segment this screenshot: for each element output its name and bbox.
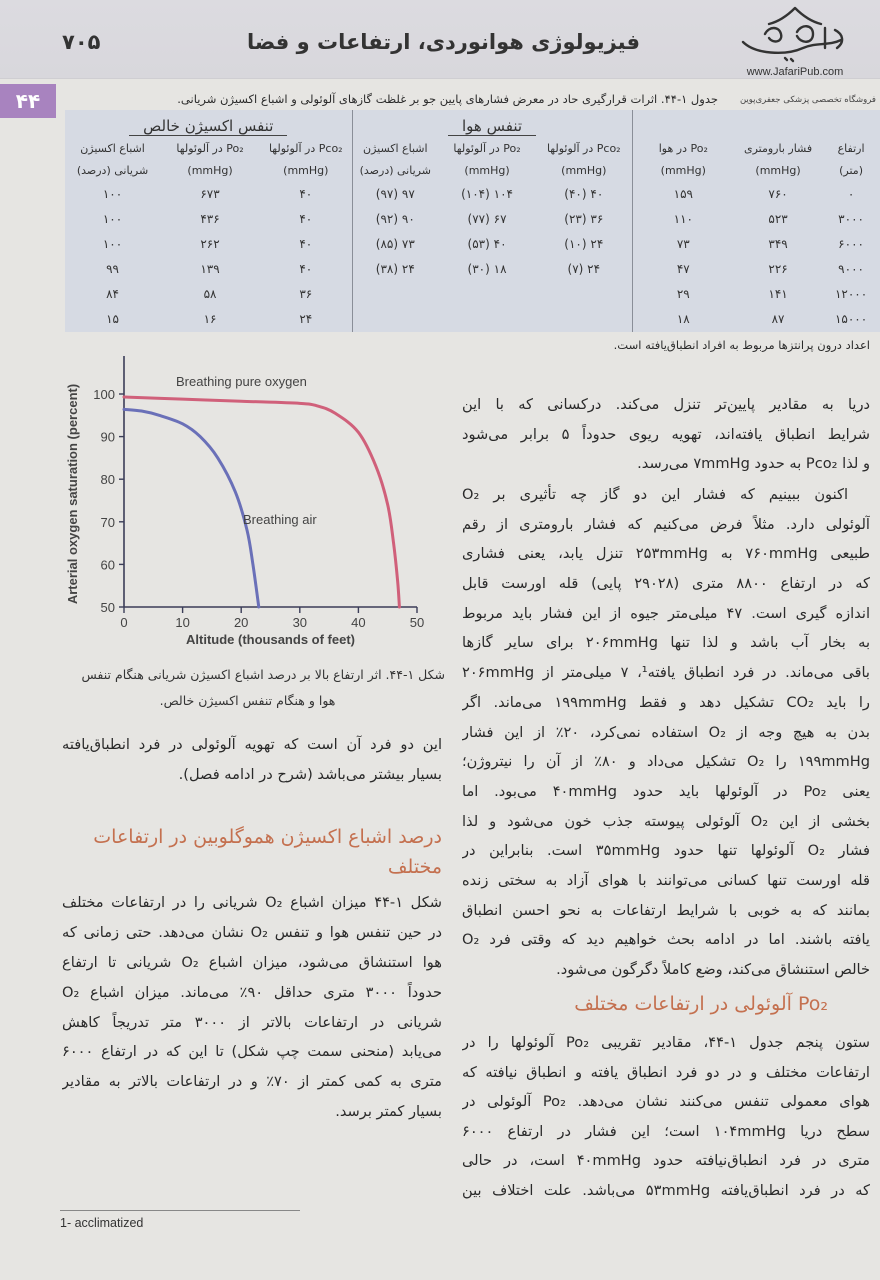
table-cell: ۳۶ (۲۳) [564, 212, 604, 226]
text-line: بدن به هیچ وجه از O₂ استفاده نمی‌کرد، ۲۰٪ از این فشار [462, 723, 870, 741]
text-line: هوا استنشاق می‌شود، میزان اشباع O₂ شریانی تا ارتفاع [62, 953, 442, 971]
text-line: و لذا Pco₂ به حدود ۷mmHg می‌رسد. [637, 455, 870, 473]
calligraphy-logo-icon [725, 4, 865, 66]
y-axis-label: Arterial oxygen saturation (percent) [65, 383, 80, 605]
series-line-air [124, 409, 259, 607]
x-tick-label: 0 [120, 615, 128, 630]
text-line: اندازه گیری است. ۴۷ میلی‌متر جیوه از این فشار باید مربوط [462, 604, 870, 622]
table-note: اعداد درون پرانتزها مربوط به افراد انطباق‌یافته است. [613, 338, 870, 352]
table-cell: ۵۸ [203, 287, 217, 301]
right-paragraph-1 [462, 390, 870, 479]
group-header-row [65, 110, 880, 138]
column-unit: (mmHg) [283, 164, 329, 177]
table-cell: ۱۱۰ [632, 207, 734, 232]
column-header: Po₂ در آلوئولها [453, 142, 521, 155]
table-cell: ۲۴ [299, 312, 313, 326]
y-tick-label: 50 [100, 600, 115, 615]
chapter-tab: ۴۴ [0, 84, 56, 118]
table-cell: ۷۳ (۸۵) [352, 232, 438, 257]
table-cell: ۱۵۹ [632, 182, 734, 207]
column-header: Pco₂ در آلوئولها [546, 142, 621, 155]
table-cell: ۴۰ [299, 187, 313, 201]
table-cell: ۴۷ [632, 257, 734, 282]
text-line: این دو فرد آن است که تهویه آلوئولی در فرد انطباق‌یافته [62, 736, 442, 753]
column-unit-row [65, 160, 880, 182]
group-air-label: تنفس هوا [448, 117, 536, 136]
publisher-logo [725, 4, 865, 66]
section-heading-alveolar-po2: Po₂ آلوئولی در ارتفاعات مختلف [574, 993, 828, 1015]
text-line: ۱۹۹mmHg را O₂ تشکیل می‌داد و ۸۰٪ از آن را نیتروژن؛ [462, 753, 870, 771]
text-line: اکنون ببینیم که فشار این دو گاز چه تأثیری بر O₂ [462, 486, 848, 503]
text-line: یعنی Po₂ در آلوئولها باید حدود ۴۰mmHg می‌بود. اما [462, 782, 870, 800]
section-heading-saturation [62, 822, 442, 882]
table-cell: ۴۰ (۴۰) [564, 187, 604, 201]
x-tick-label: 30 [292, 615, 308, 630]
column-unit: شریانی (درصد) [352, 160, 438, 182]
table-cell: ۱۰۰ [102, 187, 123, 201]
table-cell: ۴۰ [299, 212, 313, 226]
x-tick-label: 40 [351, 615, 366, 630]
text-line: هوای معمولی تنفس می‌کنند نشان می‌دهد. Po₂ آلوئولی در [462, 1093, 870, 1110]
x-tick-label: 20 [233, 615, 249, 630]
table-cell: ۴۳۶ [200, 212, 220, 226]
table-cell: ۹۰ (۹۲) [352, 207, 438, 232]
table-cell: ۱۵۰۰۰ [834, 312, 868, 326]
watermark-text: فروشگاه تخصصی پزشکی جعفری‌پوین [739, 95, 876, 105]
text-line: می‌یابد (منحنی سمت چپ شکل) تا این که در ارتفاع ۶۰۰۰ [62, 1043, 442, 1061]
table-cell: ۱۳۹ [200, 262, 220, 276]
table-cell: ۷۳ [632, 232, 734, 257]
table-row [65, 182, 880, 207]
series-line-pure-oxygen [124, 397, 399, 607]
series-label-pure-oxygen: Breathing pure oxygen [176, 374, 307, 389]
figure-caption-line: شکل ۱-۴۴. اثر ارتفاع بالا بر درصد اشباع اکسیژن شریانی هنگام تنفس [81, 667, 445, 682]
column-unit: (mmHg) [755, 164, 801, 177]
chapter-title: فیزیولوژی هوانوردی، ارتفاعات و فضا [246, 30, 640, 54]
text-line: سطح دریا ۱۰۴mmHg است؛ این فشار در ارتفاع ۶۰۰۰ [462, 1122, 870, 1140]
table-cell: ۹۷ (۹۷) [352, 182, 438, 207]
text-line: فشار O₂ آلوئولها تنها حدود ۳۵mmHg است. بنابراین در [462, 842, 870, 860]
text-line: را باید CO₂ تشکیل دهد و فقط ۱۹۹mmHg می‌ماند. اگر [462, 693, 870, 711]
y-tick-label: 60 [100, 557, 115, 573]
x-tick-label: 10 [175, 615, 190, 630]
table-cell: ۱۰۴ (۱۰۴) [461, 187, 513, 201]
text-line: قله اورست تنها کسانی می‌توانند با هوای آزاد به سختی زنده [462, 871, 870, 889]
data-table [65, 110, 880, 332]
table-cell [536, 307, 632, 332]
text-line: شکل ۱-۴۴ میزان اشباع O₂ شریانی را در ارتفاعات مختلف [62, 894, 442, 911]
table-cell: ۴۰ [299, 262, 313, 276]
column-unit: (متر) [839, 164, 863, 177]
column-header-row [65, 138, 880, 160]
group-pure-oxygen [65, 110, 352, 138]
table-cell: ۳۰۰۰ [838, 212, 864, 226]
table-cell: ۸۴ [106, 287, 119, 301]
text-line: یافته باشند. اما در ادامه بحث خواهیم دید که وقتی فرد O₂ [462, 931, 870, 949]
text-line: خالص استنشاق می‌کند، وضع کاملاً دگرگون می‌شود. [556, 961, 870, 978]
table-cell: ۲۴ (۳۸) [352, 257, 438, 282]
column-header: Po₂ در آلوئولها [176, 142, 244, 155]
table-cell [536, 282, 632, 307]
heading-line: درصد اشباع اکسیژن هموگلوبین در ارتفاعات [93, 826, 442, 848]
text-line: شریانی در ارتفاعات بالاتر از ۳۰۰۰ متر تدریجاً کاهش [62, 1013, 442, 1031]
group-oxygen-label: تنفس اکسیژن خالص [129, 117, 287, 136]
text-line: شرایط انطباق یافته‌اند، تهویه ریوی حدوداً ۵ برابر می‌شود [462, 425, 870, 443]
table-row [65, 232, 880, 257]
table-cell: ۰ [847, 187, 855, 201]
text-line: به بخار آب باشد و لذا تنها ۲۰۶mmHg برای سایر گازها [462, 634, 870, 652]
text-line: باقی می‌ماند. در فرد انطباق یافته¹، ۷ میلی‌متر از ۲۰۶mmHg [462, 664, 870, 682]
text-line: بخشی از این O₂ آلوئولی پیوسته جذب خون می‌شود و لذا [462, 812, 870, 830]
figure-caption-line: هوا و هنگام تنفس اکسیژن خالص. [159, 693, 336, 708]
column-unit: (mmHg) [464, 164, 510, 177]
table-cell: ۱۴۱ [768, 287, 788, 301]
table-cell: ۳۴۹ [768, 237, 788, 251]
footnote-divider [60, 1210, 300, 1211]
column-header: اشباع اکسیژن [80, 142, 145, 155]
table-cell: ۱۲۰۰۰ [834, 287, 868, 301]
table-cell: ۶۷ (۷۷) [467, 212, 507, 226]
column-unit: (mmHg) [187, 164, 233, 177]
text-line: طبیعی ۷۶۰mmHg به ۲۵۳mmHg تنزل یابد، یعنی فشاری [462, 545, 870, 563]
y-tick-label: 100 [93, 387, 115, 402]
table-cell: ۲۶۲ [200, 237, 220, 251]
text-line: متری در فرد انطباق‌نیافته حدود ۴۰mmHg است، در حالی [462, 1152, 870, 1169]
saturation-chart [60, 354, 440, 654]
text-line: بسیار کمتر برسد. [335, 1103, 442, 1121]
table-cell: ۲۴ (۷) [567, 262, 601, 276]
table-cell: ۱۰۰ [102, 237, 123, 251]
table-cell: ۱۸ (۳۰) [467, 262, 507, 276]
table-cell: ۱۸ [632, 307, 734, 332]
column-header: Po₂ در هوا [632, 138, 734, 160]
column-header: فشار بارومتری [743, 142, 813, 155]
figure-caption [50, 662, 445, 714]
y-tick-label: 70 [100, 514, 115, 530]
table-row [65, 257, 880, 282]
text-line: ارتفاعات مختلف و در دو فرد انطباق یافته و انطباق نیافته که [462, 1063, 870, 1081]
heading-line: مختلف [387, 856, 442, 878]
column-header: اشباع اکسیژن [352, 138, 438, 160]
table-cell: ۶۰۰۰ [838, 237, 864, 251]
text-line: آلوئولی دارد. مثلاً فرض می‌کنیم که فشار بارومتری از رقم [462, 515, 870, 533]
publisher-url: www.JafariPub.com [746, 66, 844, 78]
text-line: ستون پنجم جدول ۱-۴۴، مقادیر تقریبی Po₂ آلوئولها را در [462, 1034, 870, 1051]
column-unit: شریانی (درصد) [76, 164, 149, 177]
table-cell [352, 307, 438, 332]
table-cell: ۸۷ [771, 312, 785, 326]
text-line: دریا به مقادیر پایین‌تر تنزل می‌کند. درکسانی که با این [462, 396, 870, 413]
table-cell: ۹۰۰۰ [838, 262, 864, 276]
table-cell: ۹۹ [106, 262, 119, 276]
x-tick-label: 50 [409, 615, 425, 630]
right-paragraph-3 [462, 1028, 870, 1205]
table-cell [352, 282, 438, 307]
table-cell [438, 307, 536, 332]
table-row [65, 307, 880, 332]
text-line: که در فرد انطباق‌یافته ۵۳mmHg می‌باشد. علت اختلاف بین [462, 1181, 870, 1199]
left-paragraph-1 [62, 730, 442, 790]
column-unit: (mmHg) [561, 164, 607, 177]
text-line: بسیار بیشتر می‌باشد (شرح در ادامه فصل). [178, 766, 442, 783]
y-tick-label: 90 [100, 429, 115, 445]
y-tick-label: 80 [100, 472, 115, 488]
table-cell [438, 282, 536, 307]
text-line: که در ارتفاع ۸۸۰۰ متری (۲۹۰۲۸ پایی) قله اورست قابل [462, 575, 870, 593]
text-line: بمانند که به خوبی با شرایط ارتفاعات به نحو احسن انطباق [462, 901, 870, 919]
text-line: حدوداً ۳۰۰۰ متری حداقل ۹۰٪ می‌ماند. میزان اشباع O₂ [62, 983, 442, 1001]
table-cell: ۴۰ (۵۳) [467, 237, 507, 251]
table-cell: ۵۲۳ [768, 212, 788, 226]
table-row [65, 282, 880, 307]
column-header: Pco₂ در آلوئولها [268, 142, 343, 155]
table-cell: ۱۰۰ [102, 212, 123, 226]
table-cell: ۱۶ [203, 312, 217, 326]
column-header: ارتفاع [837, 142, 865, 155]
table-cell: ۱۵ [106, 312, 119, 326]
group-air [352, 110, 632, 138]
table-cell: ۲۲۶ [768, 262, 788, 276]
right-paragraph-2 [462, 480, 870, 985]
text-line: متری به کمی کمتر از ۷۰٪ و در ارتفاعات بالاتر به مقادیر [62, 1073, 442, 1091]
left-paragraph-2 [62, 888, 442, 1127]
table-cell: ۴۰ [299, 237, 313, 251]
table-caption: جدول ۱-۴۴. اثرات قرارگیری حاد در معرض فشارهای پایین جو بر غلظت گازهای آلوئولی و اشباع اکسیژن شریانی. [177, 92, 718, 106]
table-cell: ۶۷۳ [200, 187, 220, 201]
text-line: در حین تنفس هوا و تنفس O₂ نشان می‌دهد. حتی زمانی که [62, 923, 442, 941]
table-cell: ۲۴ (۱۰) [564, 237, 604, 251]
x-axis-label: Altitude (thousands of feet) [186, 632, 355, 647]
table-cell: ۳۶ [299, 287, 313, 301]
series-label-air: Breathing air [243, 512, 317, 527]
page-number: ۷۰۵ [62, 30, 101, 54]
footnote: 1- acclimatized [60, 1216, 144, 1230]
table-cell: ۷۶۰ [768, 187, 788, 201]
column-unit: (mmHg) [632, 160, 734, 182]
table-cell: ۲۹ [632, 282, 734, 307]
table-row [65, 207, 880, 232]
